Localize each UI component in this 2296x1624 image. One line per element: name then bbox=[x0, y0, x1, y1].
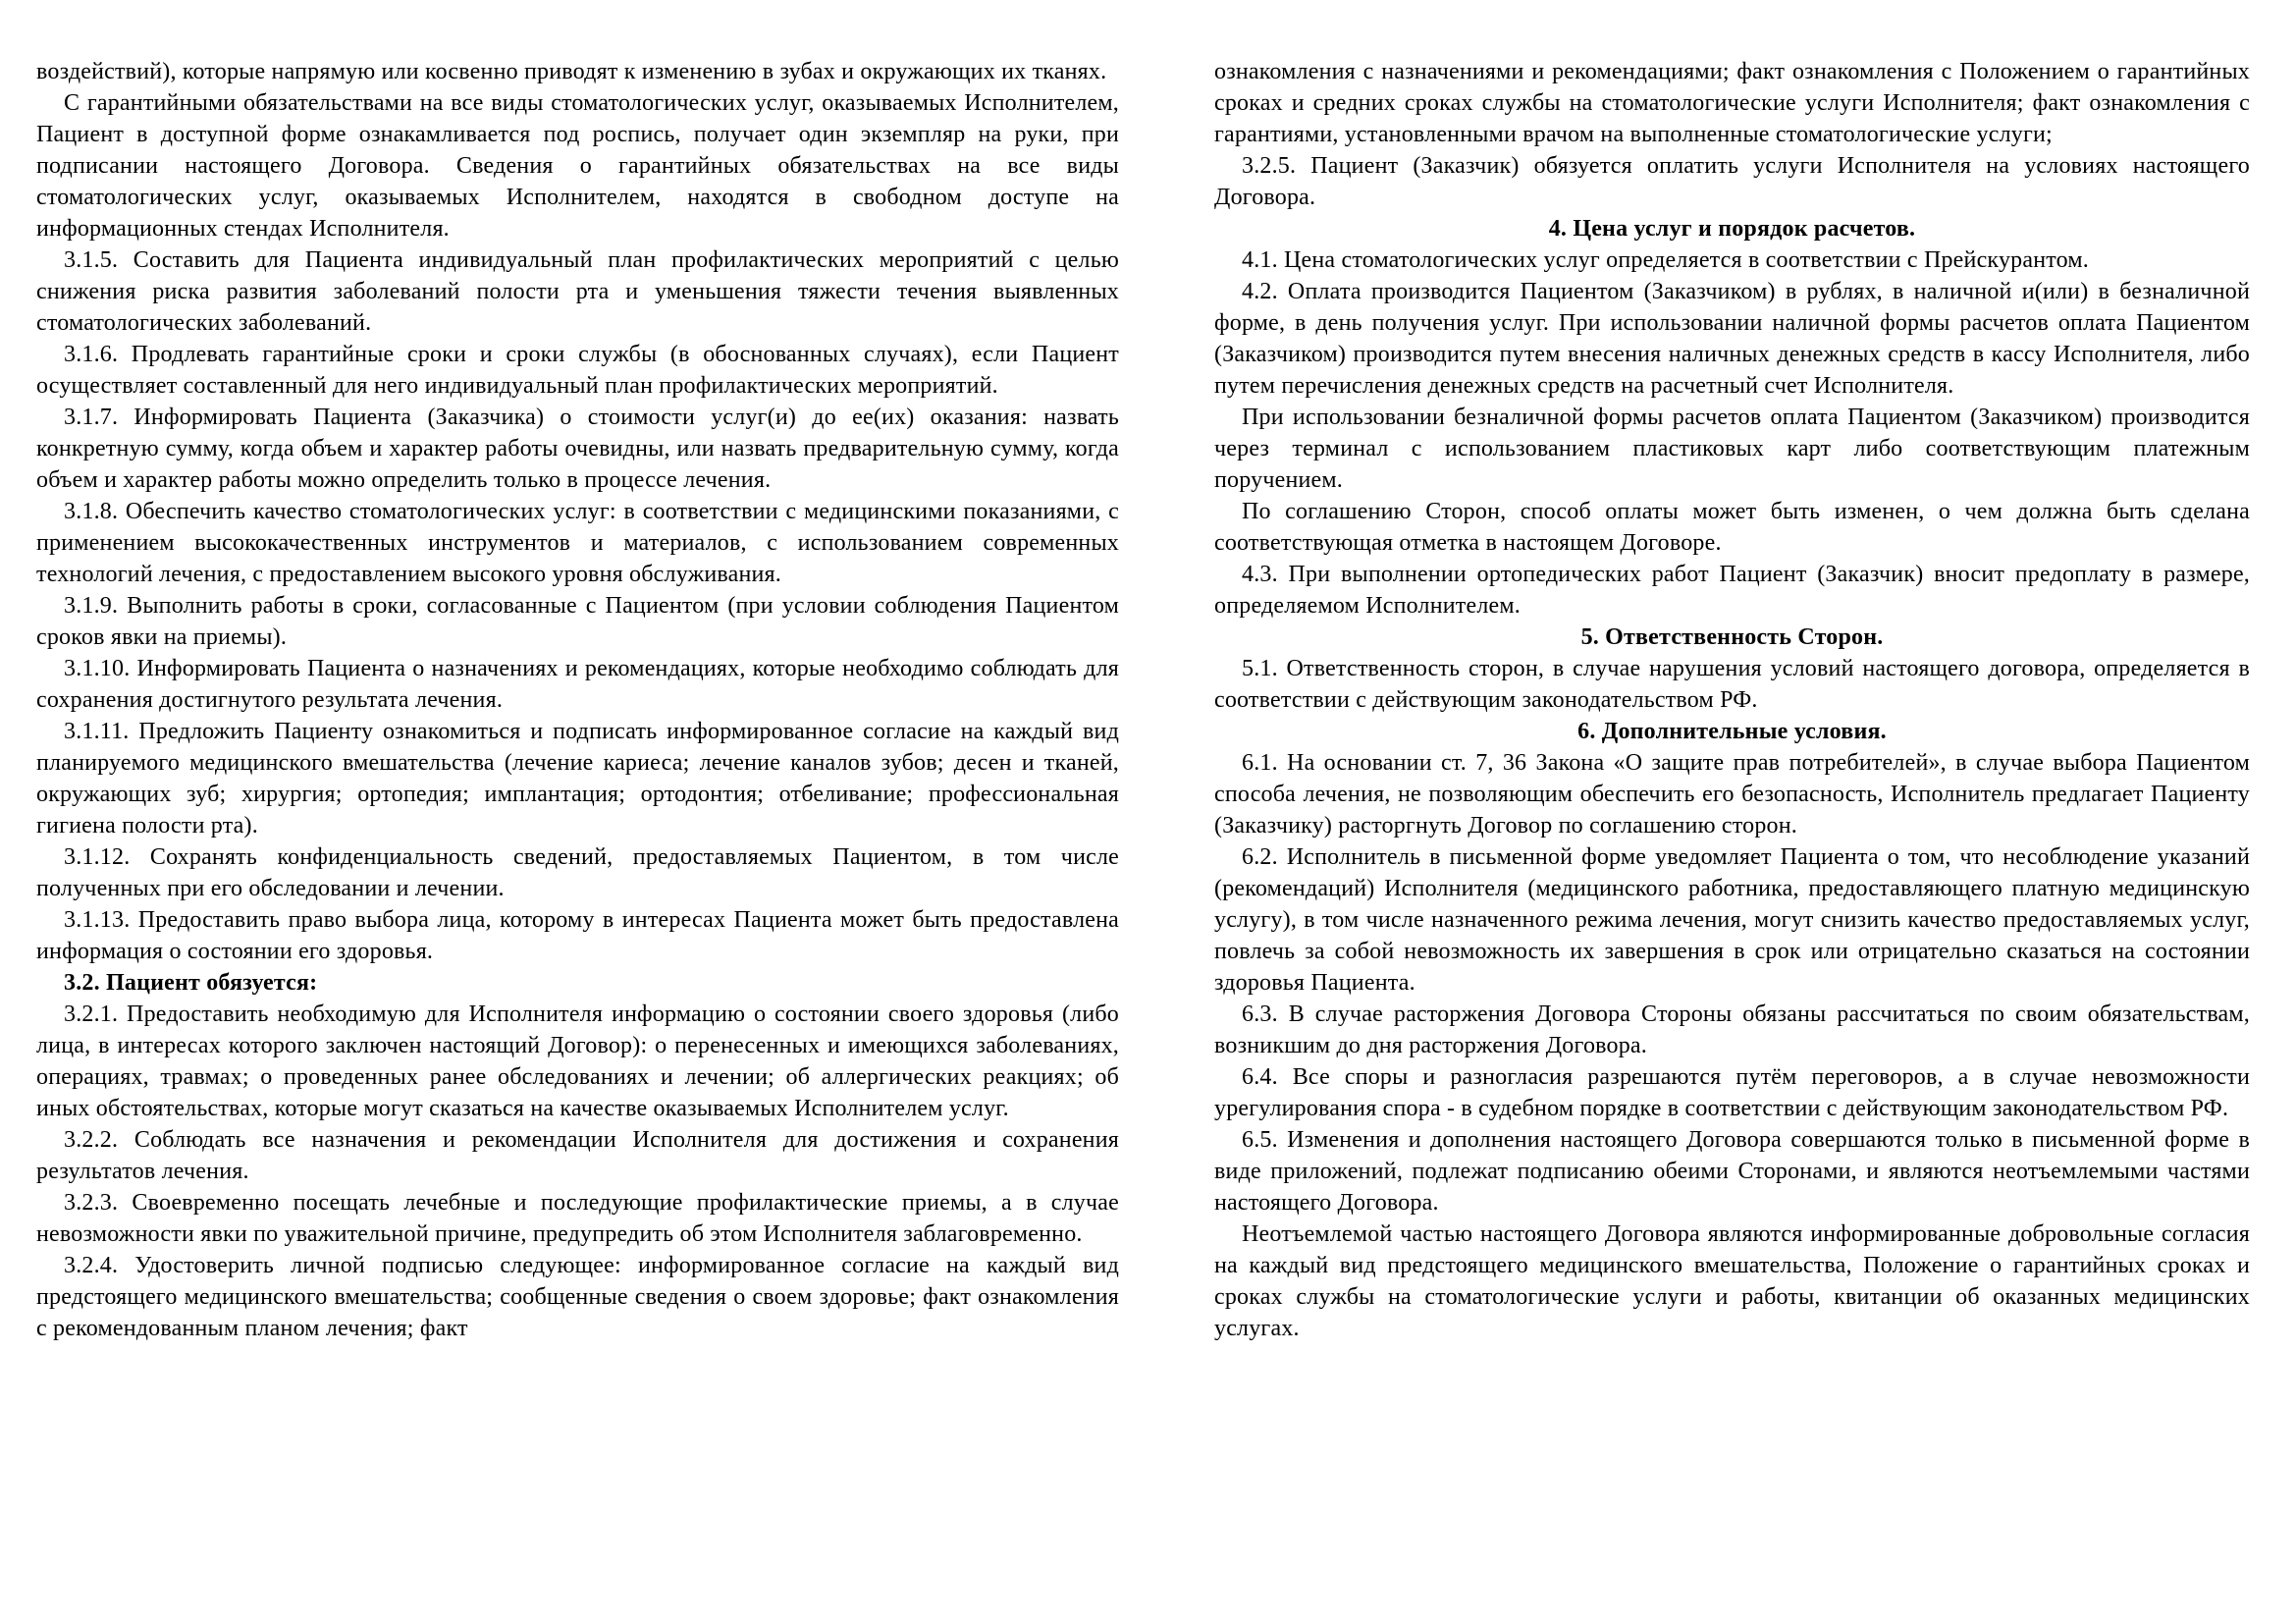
paragraph: воздействий), которые напрямую или косвенно приводят к изменению в зубах и окружающих их тканях. bbox=[36, 59, 1107, 84]
paragraph: По соглашению Сторон, способ оплаты может быть изменен, о чем должна быть сделана соответствующая отметка в настоящем Договоре. bbox=[1214, 499, 2250, 556]
paragraph: 3.1.8. Обеспечить качество стоматологических услуг: в соответствии с медицинскими показаниями, с применением высококачественных инструментов и материалов, с использованием современных технологий лечения, с предоставлением высокого уровня обслуживания. bbox=[36, 499, 1119, 587]
paragraph: 3.1.10. Информировать Пациента о назначениях и рекомендациях, которые необходимо соблюдать для сохранения достигнутого результата лечения. bbox=[36, 656, 1119, 713]
paragraph: 3.1.11. Предложить Пациенту ознакомиться и подписать информированное согласие на каждый вид планируемого медицинского вмешательства (лечение кариеса; лечение каналов зубов; десен и тканей, окружающих зуб; хирургия; ортопедия; имплантация; ортодонтия; отбеливание; профессиональная гигиена полости рта). bbox=[36, 719, 1119, 839]
paragraph: 6.5. Изменения и дополнения настоящего Договора совершаются только в письменной форме в виде приложений, подлежат подписанию обеими Сторонами, и являются неотъемлемыми частями настоящего Договора. bbox=[1214, 1127, 2250, 1216]
paragraph: 4.3. При выполнении ортопедических работ Пациент (Заказчик) вносит предоплату в размере, определяемом Исполнителем. bbox=[1214, 562, 2250, 619]
section-heading: 4. Цена услуг и порядок расчетов. bbox=[1548, 216, 1916, 242]
paragraph: При использовании безналичной формы расчетов оплата Пациентом (Заказчиком) производится через терминал с использованием пластиковых карт либо соответствующим платежным поручением. bbox=[1214, 405, 2250, 493]
right-column bbox=[1214, 56, 2250, 1624]
paragraph: 3.1.13. Предоставить право выбора лица, которому в интересах Пациента может быть предоставлена информация о состоянии его здоровья. bbox=[36, 907, 1119, 964]
paragraph: 6.4. Все споры и разногласия разрешаются путём переговоров, а в случае невозможности урегулирования спора - в судебном порядке в соответствии с действующим законодательством РФ. bbox=[1214, 1064, 2250, 1121]
paragraph: 3.1.6. Продлевать гарантийные сроки и сроки службы (в обоснованных случаях), если Пациент осуществляет составленный для него индивидуальный план профилактических мероприятий. bbox=[36, 342, 1119, 399]
section-heading: 6. Дополнительные условия. bbox=[1577, 719, 1887, 744]
paragraph: 4.1. Цена стоматологических услуг определяется в соответствии с Прейскурантом. bbox=[1242, 247, 2089, 273]
paragraph: 4.2. Оплата производится Пациентом (Заказчиком) в рублях, в наличной и(или) в безналичной форме, в день получения услуг. При использовании наличной формы расчетов оплата Пациентом (Заказчиком) производится путем внесения наличных денежных средств в кассу Исполнителя, либо путем перечисления денежных средств на расчетный счет Исполнителя. bbox=[1214, 279, 2250, 399]
paragraph: 3.2.2. Соблюдать все назначения и рекомендации Исполнителя для достижения и сохранения результатов лечения. bbox=[36, 1127, 1119, 1184]
paragraph: 3.2.4. Удостоверить личной подписью следующее: информированное согласие на каждый вид предстоящего медицинского вмешательства; сообщенные сведения о своем здоровье; факт ознакомления с рекомендованным планом лечения; факт bbox=[36, 1253, 1119, 1341]
paragraph: 3.2.1. Предоставить необходимую для Исполнителя информацию о состоянии своего здоровья (либо лица, в интересах которого заключен настоящий Договор): о перенесенных и имеющихся заболеваниях, операциях, травмах; о проведенных ранее обследованиях и лечении; об аллергических реакциях; об иных обстоятельствах, которые могут сказаться на качестве оказываемых Исполнителем услуг. bbox=[36, 1001, 1119, 1121]
paragraph: 3.1.12. Сохранять конфиденциальность сведений, предоставляемых Пациентом, в том числе полученных при его обследовании и лечении. bbox=[36, 844, 1119, 901]
paragraph: 3.1.7. Информировать Пациента (Заказчика) о стоимости услуг(и) до ее(их) оказания: назвать конкретную сумму, когда объем и характер работы очевидны, или назвать предварительную сумму, когда объем и характер работы можно определить только в процессе лечения. bbox=[36, 405, 1119, 493]
paragraph: ознакомления с назначениями и рекомендациями; факт ознакомления с Положением о гарантийных сроках и средних сроках службы на стоматологические услуги Исполнителя; факт ознакомления с гарантиями, установленными врачом на выполненные стоматологические услуги; bbox=[1214, 59, 2250, 147]
paragraph: 6.3. В случае расторжения Договора Стороны обязаны рассчитаться по своим обязательствам, возникшим до дня расторжения Договора. bbox=[1214, 1001, 2250, 1058]
paragraph: 5.1. Ответственность сторон, в случае нарушения условий настоящего договора, определяется в соответствии с действующим законодательством РФ. bbox=[1214, 656, 2250, 713]
paragraph: 6.1. На основании ст. 7, 36 Закона «О защите прав потребителей», в случае выбора Пациентом способа лечения, не позволяющим обеспечить его безопасность, Исполнитель предлагает Пациенту (Заказчику) расторгнуть Договор по соглашению сторон. bbox=[1214, 750, 2250, 839]
left-column bbox=[36, 56, 1119, 1624]
paragraph: 3.1.5. Составить для Пациента индивидуальный план профилактических мероприятий с целью снижения риска развития заболеваний полости рта и уменьшения тяжести течения выявленных стоматологических заболеваний. bbox=[36, 247, 1119, 336]
paragraph: 3.2.5. Пациент (Заказчик) обязуется оплатить услуги Исполнителя на условиях настоящего Договора. bbox=[1214, 153, 2250, 210]
paragraph: 3.1.9. Выполнить работы в сроки, согласованные с Пациентом (при условии соблюдения Пациентом сроков явки на приемы). bbox=[36, 593, 1119, 650]
paragraph: 6.2. Исполнитель в письменной форме уведомляет Пациента о том, что несоблюдение указаний (рекомендаций) Исполнителя (медицинского работника, предоставляющего платную медицинскую услугу), в том числе назначенного режима лечения, могут снизить качество предоставляемых услуг, повлечь за собой невозможность их завершения в срок или отрицательно сказаться на состоянии здоровья Пациента. bbox=[1214, 844, 2250, 996]
paragraph: Неотъемлемой частью настоящего Договора являются информированные добровольные согласия на каждый вид предстоящего медицинского вмешательства, Положение о гарантийных сроках и сроках службы на стоматологические услуги и работы, квитанции об оказанных медицинских услугах. bbox=[1214, 1221, 2250, 1341]
paragraph: 3.2.3. Своевременно посещать лечебные и последующие профилактические приемы, а в случае невозможности явки по уважительной причине, предупредить об этом Исполнителя заблаговременно. bbox=[36, 1190, 1119, 1247]
section-heading: 5. Ответственность Сторон. bbox=[1580, 624, 1884, 650]
paragraph: С гарантийными обязательствами на все виды стоматологических услуг, оказываемых Исполнителем, Пациент в доступной форме ознакамливается под роспись, получает один экземпляр на руки, при подписании настоящего Договора. Сведения о гарантийных обязательствах на все виды стоматологических услуг, оказываемых Исполнителем, находятся в свободном доступе на информационных стендах Исполнителя. bbox=[36, 90, 1119, 242]
paragraph: 3.2. Пациент обязуется: bbox=[64, 970, 318, 996]
